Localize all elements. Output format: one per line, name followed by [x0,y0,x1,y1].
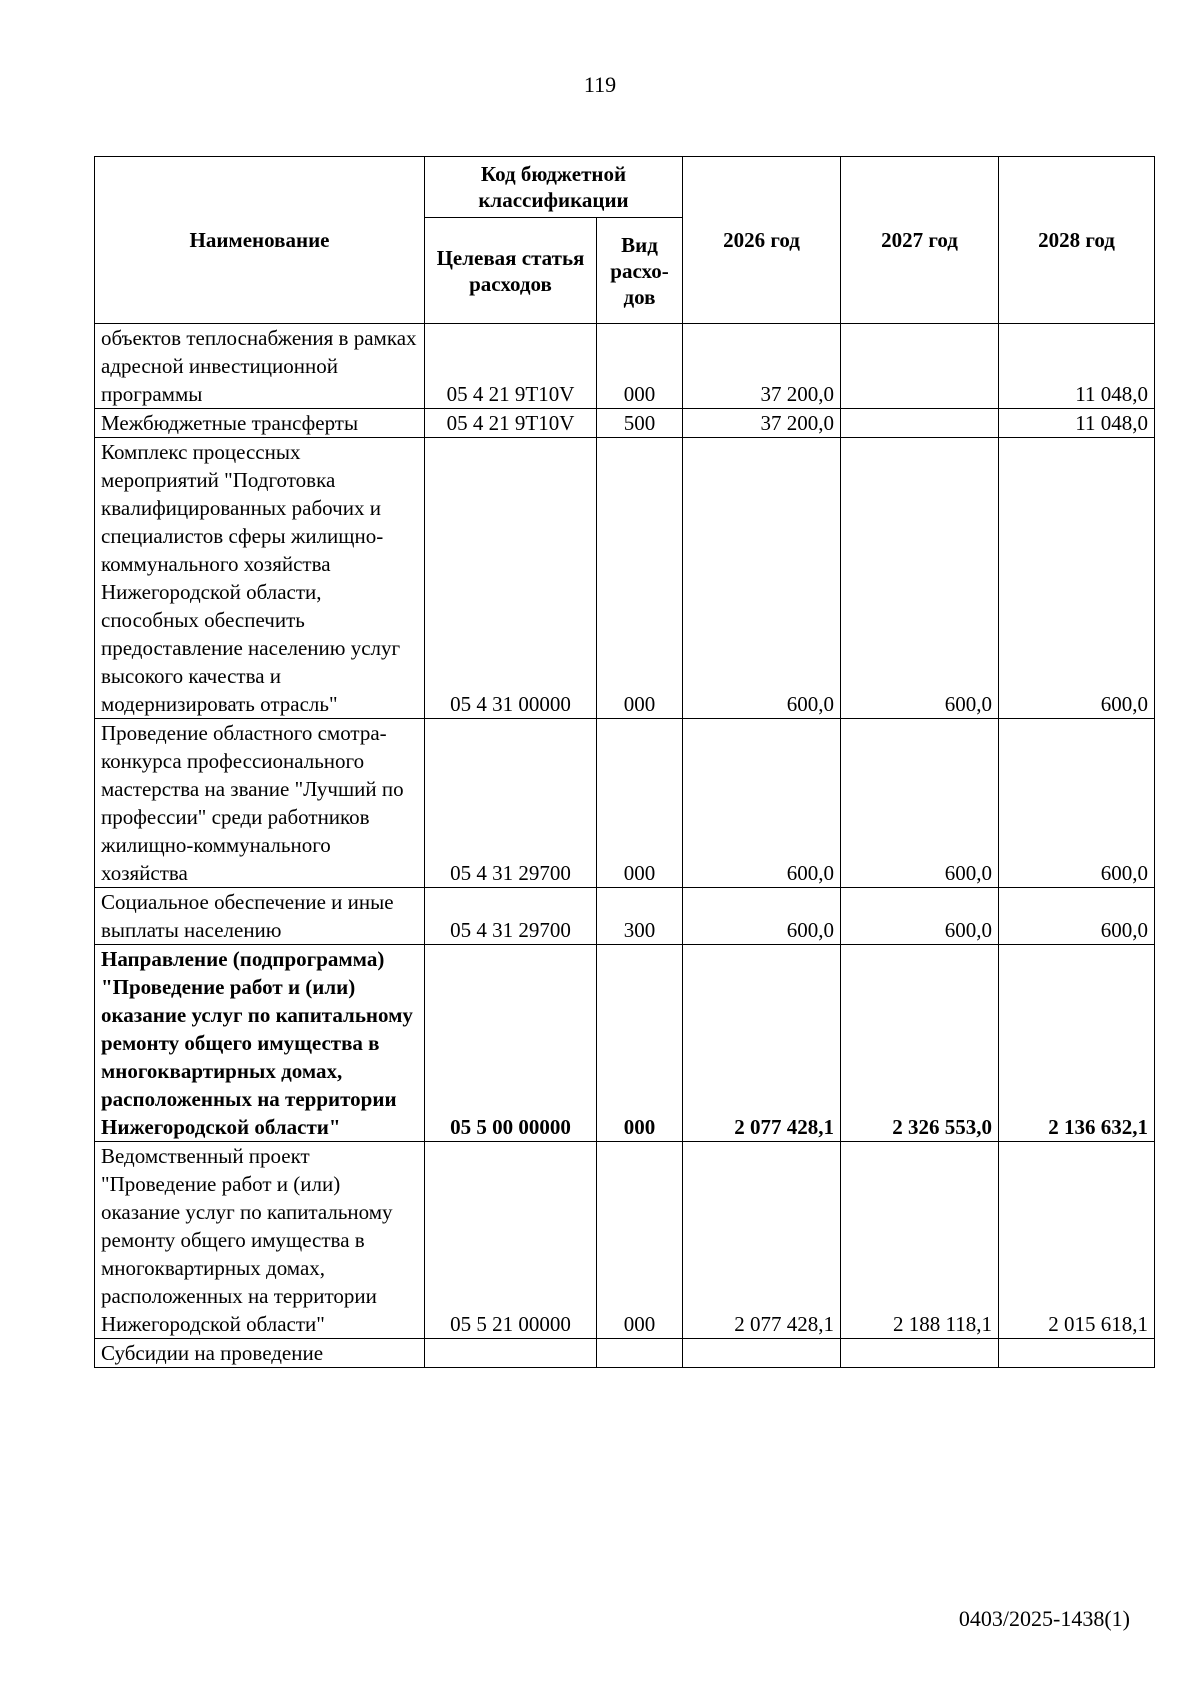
row-name: Социальное обеспечение и иные выплаты населению [95,888,425,945]
page-number: 119 [583,72,617,97]
row-target-article [425,1339,597,1368]
table-row [95,409,1155,438]
header-year-2028: 2028 год [999,157,1155,324]
budget-table [94,156,1155,1368]
row-2028: 11 048,0 [999,409,1155,438]
row-2027: 600,0 [841,888,999,945]
row-expense-type [597,1339,683,1368]
header-year-2026: 2026 год [683,157,841,324]
row-expense-type: 300 [597,888,683,945]
row-target-article: 05 4 21 9T10V [425,324,597,409]
header-year-2027: 2027 год [841,157,999,324]
row-2027: 2 188 118,1 [841,1142,999,1339]
table-header [95,157,1155,324]
row-2027: 2 326 553,0 [841,945,999,1142]
row-name: Направление (подпрограмма) "Проведение работ и (или) оказание услуг по капитальному ремонту общего имущества в многоквартирных домах, расположенных на территории Нижегородской области" [95,945,425,1142]
row-2027: 600,0 [841,719,999,888]
row-2027 [841,409,999,438]
row-2026: 37 200,0 [683,409,841,438]
row-2027 [841,1339,999,1368]
row-2026: 600,0 [683,438,841,719]
row-2026: 2 077 428,1 [683,1142,841,1339]
table-row [95,1142,1155,1339]
row-expense-type: 000 [597,438,683,719]
table-row [95,719,1155,888]
row-expense-type: 000 [597,324,683,409]
row-name: Проведение областного смотра-конкурса профессионального мастерства на звание "Лучший по профессии" среди работников жилищно-коммунального хозяйства [95,719,425,888]
row-2028: 2 136 632,1 [999,945,1155,1142]
row-2028: 600,0 [999,438,1155,719]
table-row [95,438,1155,719]
header-name: Наименование [95,157,425,324]
row-expense-type: 000 [597,719,683,888]
row-expense-type: 000 [597,1142,683,1339]
row-2027 [841,324,999,409]
row-2028: 600,0 [999,719,1155,888]
row-name: Комплекс процессных мероприятий "Подготовка квалифицированных рабочих и специалистов сферы жилищно-коммунального хозяйства Нижегородской области, способных обеспечить предоставление населению услуг высокого качества и модернизировать отрасль" [95,438,425,719]
row-target-article: 05 4 31 29700 [425,888,597,945]
row-target-article: 05 5 00 00000 [425,945,597,1142]
row-name: Межбюджетные трансферты [95,409,425,438]
row-expense-type: 000 [597,945,683,1142]
row-2026: 37 200,0 [683,324,841,409]
document-code: 0403/2025-1438(1) [958,1606,1130,1631]
header-code-group: Код бюджетной классификации [425,157,683,218]
row-2028 [999,1339,1155,1368]
row-2026: 2 077 428,1 [683,945,841,1142]
row-2028: 11 048,0 [999,324,1155,409]
row-name: Ведомственный проект "Проведение работ и (или) оказание услуг по капитальному ремонту общего имущества в многоквартирных домах, расположенных на территории Нижегородской области" [95,1142,425,1339]
header-expense-type: Вид расхо-дов [597,218,683,324]
row-2028: 2 015 618,1 [999,1142,1155,1339]
row-target-article: 05 4 21 9T10V [425,409,597,438]
row-name: объектов теплоснабжения в рамках адресной инвестиционной программы [95,324,425,409]
header-target-article: Целевая статья расходов [425,218,597,324]
table-row [95,1339,1155,1368]
row-target-article: 05 4 31 29700 [425,719,597,888]
table-row [95,888,1155,945]
row-name: Субсидии на проведение [95,1339,425,1368]
row-2026 [683,1339,841,1368]
row-2027: 600,0 [841,438,999,719]
row-target-article: 05 5 21 00000 [425,1142,597,1339]
row-2026: 600,0 [683,719,841,888]
row-2028: 600,0 [999,888,1155,945]
row-target-article: 05 4 31 00000 [425,438,597,719]
table-row [95,324,1155,409]
table-body [95,324,1155,1368]
row-expense-type: 500 [597,409,683,438]
table-row-subprogram [95,945,1155,1142]
row-2026: 600,0 [683,888,841,945]
